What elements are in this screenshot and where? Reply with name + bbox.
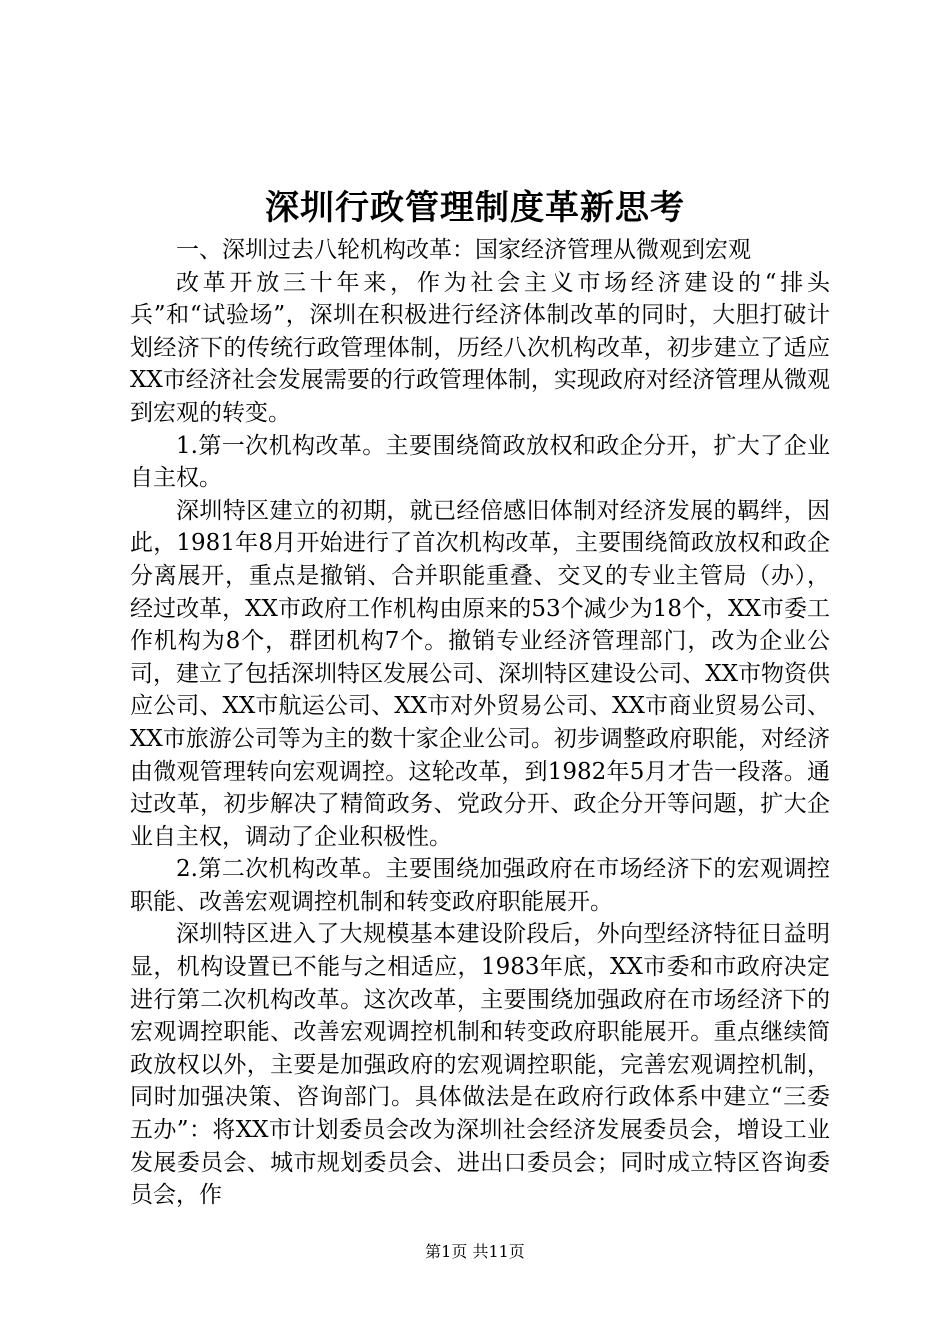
subsection-heading: 1.第一次机构改革。主要围绕简政放权和政企分开，扩大了企业自主权。 xyxy=(130,432,830,492)
document-title: 深圳行政管理制度革新思考 xyxy=(265,188,685,228)
body-paragraph: 改革开放三十年来，作为社会主义市场经济建设的“排头兵”和“试验场”，深圳在积极进行经济体制改革的同时，大胆打破计划经济下的传统行政管理体制，历经八次机构改革，初步建立了适应XX市经济社会发展需要的行政管理体制，实现政府对经济管理从微观到宏观的转变。 xyxy=(130,269,830,426)
document-body xyxy=(130,234,830,1212)
body-paragraph: 深圳特区建立的初期，就已经倍感旧体制对经济发展的羁绊，因此，1981年8月开始进行了首次机构改革，主要围绕简政放权和政企分离展开，重点是撤销、合并职能重叠、交叉的专业主管局（办），经过改革，XX市政府工作机构由原来的53个减少为18个，XX市委工作机构为8个，群团机构7个。撤销专业经济管理部门，改为企业公司，建立了包括深圳特区发展公司、深圳特区建设公司、XX市物资供应公司、XX市航运公司、XX市对外贸易公司、XX市商业贸易公司、XX市旅游公司等为主的数十家企业公司。初步调整政府职能，对经济由微观管理转向宏观调控。这轮改革，到1982年5月才告一段落。通过改革，初步解决了精简政务、党政分开、政企分开等问题，扩大企业自主权，调动了企业积极性。 xyxy=(130,497,830,850)
section-heading: 一、深圳过去八轮机构改革：国家经济管理从微观到宏观 xyxy=(176,237,751,263)
subsection-heading: 2.第二次机构改革。主要围绕加强政府在市场经济下的宏观调控职能、改善宏观调控机制和转变政府职能展开。 xyxy=(130,856,830,915)
body-paragraph: 深圳特区进入了大规模基本建设阶段后，外向型经济特征日益明显，机构设置已不能与之相适应，1983年底，XX市委和市政府决定进行第二次机构改革。这次改革，主要围绕加强政府在市场经济下的宏观调控职能、改善宏观调控机制和转变政府职能展开。重点继续简政放权以外，主要是加强政府的宏观调控职能，完善宏观调控机制，同时加强决策、咨询部门。具体做法是在政府行政体系中建立“三委五办”：将XX市计划委员会改为深圳社会经济发展委员会，增设工业发展委员会、城市规划委员会、进出口委员会；同时成立特区咨询委员会，作 xyxy=(130,921,830,1209)
page-number-footer: 第1页 共11页 xyxy=(425,1242,525,1261)
